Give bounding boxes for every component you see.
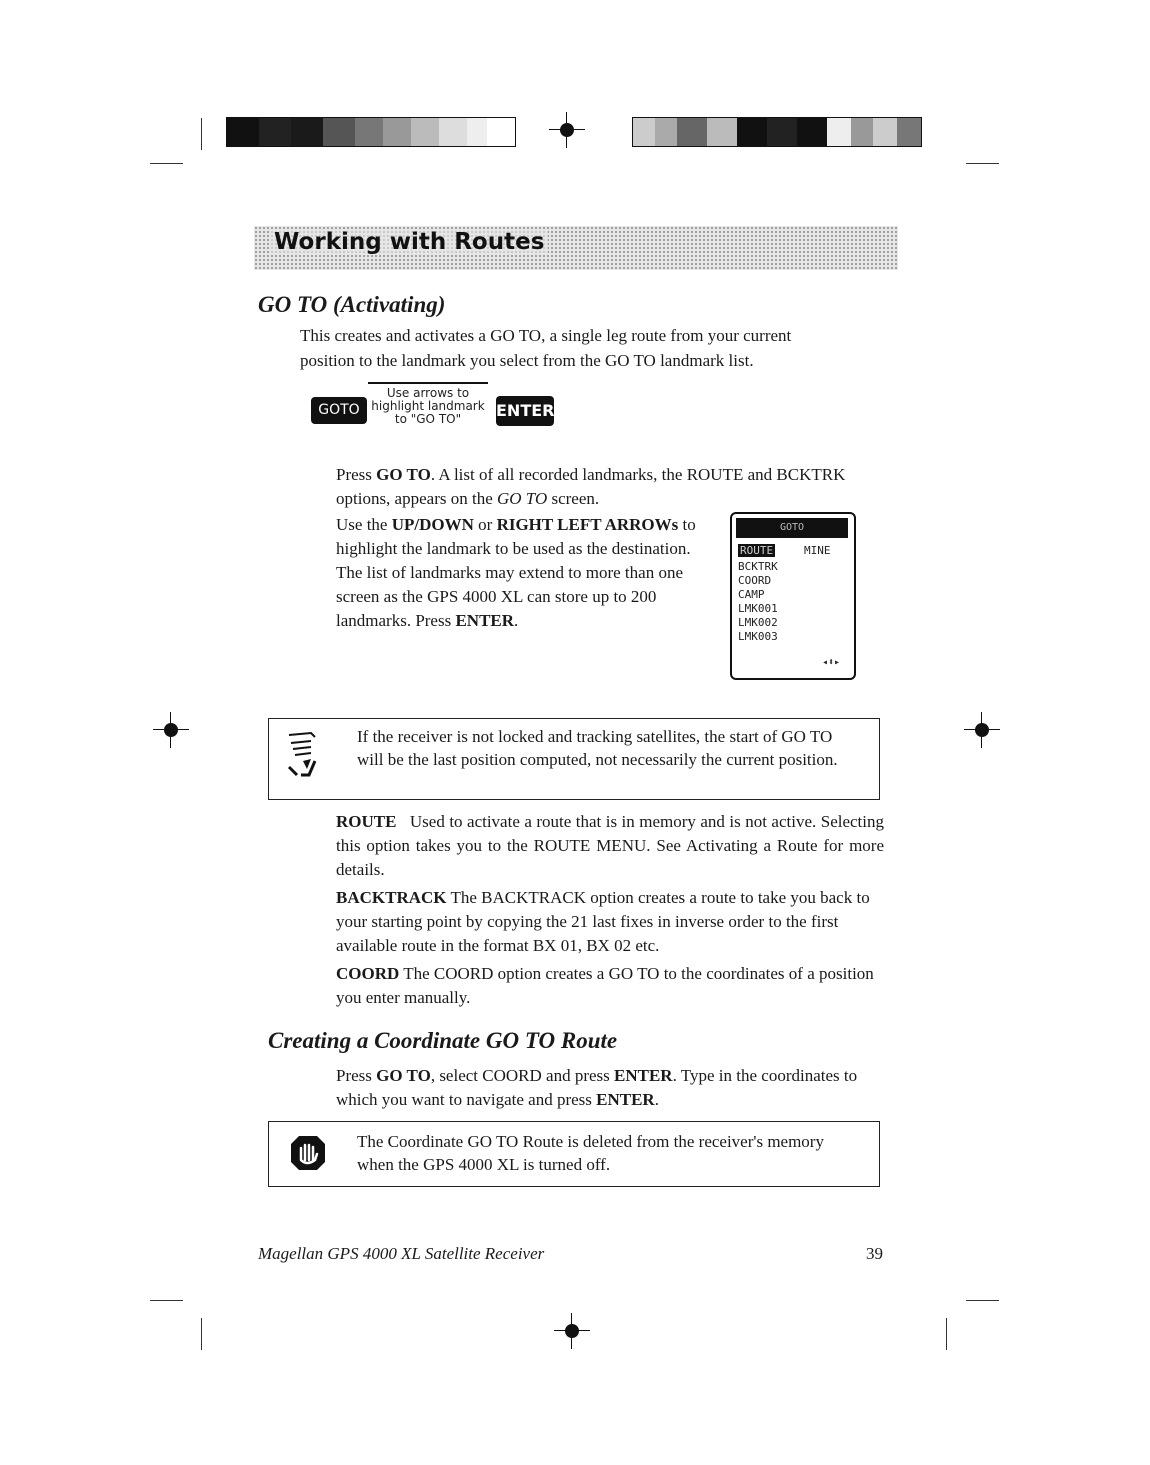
- screen-item-lmk003: LMK003: [738, 630, 778, 643]
- screen-item-bcktrk: BCKTRK: [738, 560, 778, 573]
- screen-item-route: ROUTE: [740, 544, 774, 557]
- registration-mark-left: [162, 721, 180, 739]
- note-box-tracking: [268, 718, 880, 800]
- screen-item-camp: CAMP: [738, 588, 765, 601]
- caption-rule: [368, 382, 488, 384]
- screen-arrows-icon: ◂⬍▸: [822, 657, 841, 668]
- footer-title: Magellan GPS 4000 XL Satellite Receiver: [258, 1244, 545, 1263]
- screen-item-coord: COORD: [738, 574, 772, 587]
- registration-mark-right: [973, 721, 991, 739]
- caption-line-2: highlight landmark: [371, 399, 485, 413]
- backtrack-option-paragraph: BACKTRACK The BACKTRACK option creates a route to take you back to your starting point by copying the 21 last fixes in inverse order to the first available route in the format BX 01, BX 02 etc.: [336, 888, 870, 955]
- coordinate-route-paragraph: Press GO TO, select COORD and press ENTER. Type in the coordinates to which you want to navigate and press ENTER.: [336, 1066, 858, 1109]
- crop-mark-bottom-right-h: [966, 1300, 999, 1301]
- route-option-paragraph: ROUTE Used to activate a route that is in memory and is not active. Selecting this option takes you to the ROUTE MENU. See Activating a Route for more details.: [336, 812, 884, 879]
- caption-line-3: to "GO TO": [394, 412, 462, 426]
- intro-line-1: This creates and activates a GO TO, a single leg route from your current: [300, 326, 792, 345]
- crop-mark-bottom-right: [946, 1318, 947, 1350]
- press-goto-paragraph: Press GO TO. A list of all recorded landmarks, the ROUTE and BCKTRK options, appears on the GO TO screen.: [336, 465, 846, 508]
- screen-item-mine: MINE: [804, 544, 831, 557]
- highlight-landmark-paragraph: Use the UP/DOWN or RIGHT LEFT ARROWs to highlight the landmark to be used as the destination. The list of landmarks may extend to more than one screen as the GPS 4000 XL can store up to 200 landmarks. Press ENTER.: [336, 515, 696, 630]
- crop-mark-top-left: [201, 118, 202, 150]
- hand-stop-icon: [289, 1134, 327, 1172]
- crop-mark-top-right-h: [966, 163, 999, 164]
- screen-title: GOTO: [736, 518, 848, 538]
- coordinate-route-heading: Creating a Coordinate GO TO Route: [268, 1028, 618, 1053]
- note-coordinate-text: The Coordinate GO TO Route is deleted from the receiver's memory when the GPS 4000 XL is turned off.: [357, 1132, 824, 1174]
- registration-mark-bottom: [563, 1322, 581, 1340]
- color-bar-right: [632, 117, 922, 147]
- warning-box-coordinate: [268, 1121, 880, 1187]
- color-bar-left: [226, 117, 516, 147]
- screen-item-lmk002: LMK002: [738, 616, 778, 629]
- registration-mark-top: [558, 121, 576, 139]
- goto-activating-heading: GO TO (Activating): [258, 292, 446, 317]
- page-number: 39: [866, 1244, 883, 1263]
- intro-line-2: position to the landmark you select from the GO TO landmark list.: [300, 351, 754, 370]
- note-pad-icon: [287, 731, 317, 777]
- keypad-caption: [366, 387, 490, 426]
- crop-mark-bottom-left: [201, 1318, 202, 1350]
- section-title: Working with Routes: [270, 229, 548, 255]
- goto-screen-illustration: [730, 512, 856, 680]
- caption-line-1: Use arrows to: [386, 386, 470, 400]
- crop-mark-bottom-left-h: [150, 1300, 183, 1301]
- goto-key-icon: GOTO: [311, 397, 367, 424]
- coord-option-paragraph: COORD The COORD option creates a GO TO to the coordinates of a position you enter manually.: [336, 964, 874, 1007]
- note-tracking-text: If the receiver is not locked and tracking satellites, the start of GO TO will be the last position computed, not necessarily the current position.: [357, 727, 838, 769]
- screen-item-lmk001: LMK001: [738, 602, 778, 615]
- enter-key-icon: ENTER: [496, 396, 554, 426]
- crop-mark-top-left-h: [150, 163, 183, 164]
